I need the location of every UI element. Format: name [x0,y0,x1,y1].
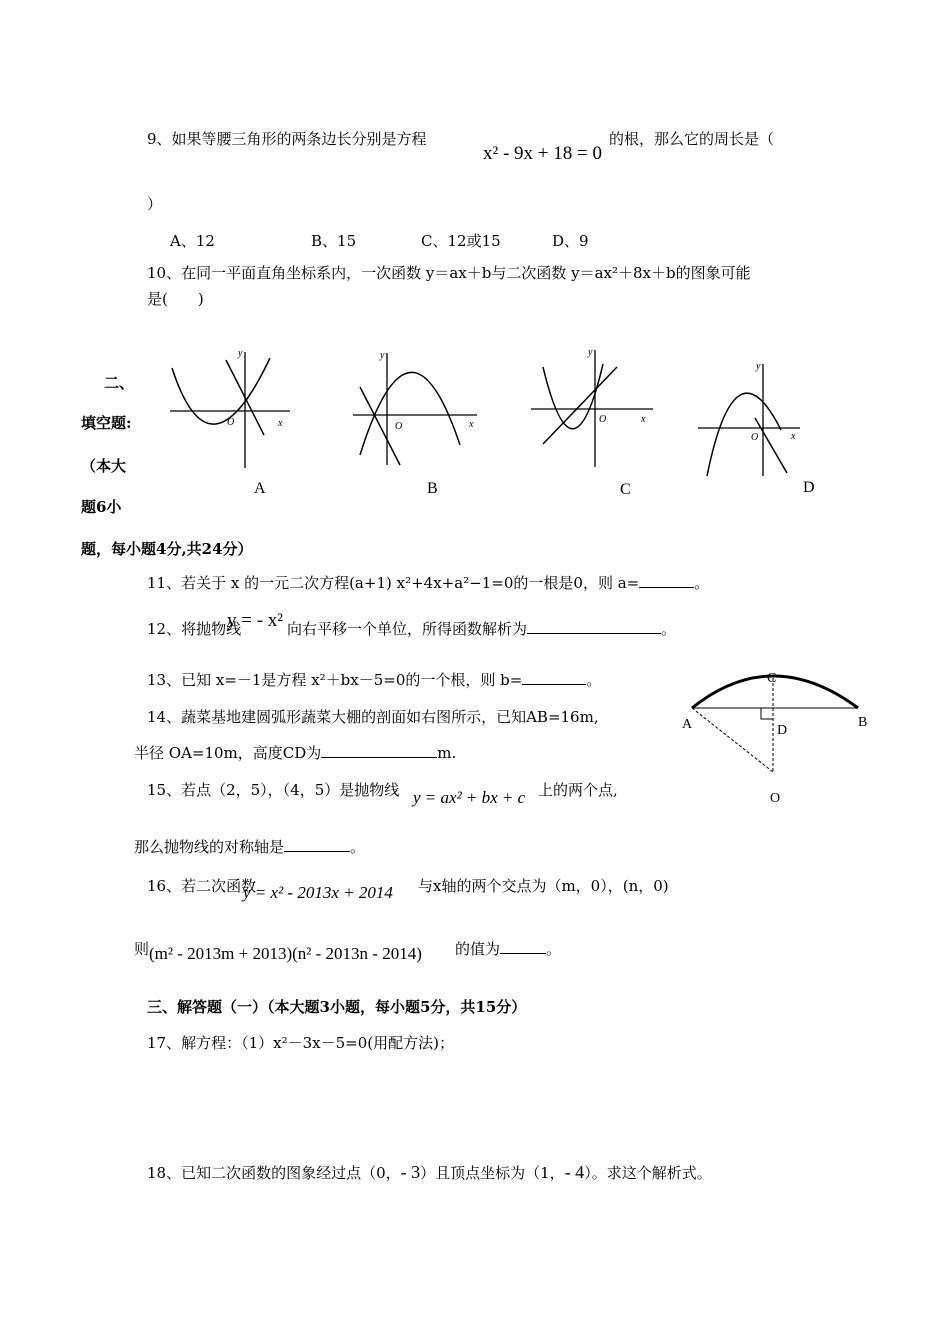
section3-title: 三、解答题（一）（本大题3小题，每小题5分，共15分） [147,998,527,1016]
arc-figure [672,660,882,810]
q9-option-a: A、12 [170,232,215,250]
arc-label-b: B [858,715,868,730]
q12-equation: y = - x² [227,610,283,631]
q16-text: 16、若二次函数 [147,877,257,895]
graph-d-x-label: x [791,431,796,442]
q15-line2-text: 那么抛物线的对称轴是 [134,838,285,856]
q16-line2-pre: 则 [134,940,150,958]
graph-d-origin: O [751,432,759,443]
q16-line2-after: 的值为 [455,940,501,958]
q16-equation: y = x² - 2013x + 2014 [243,883,393,902]
graph-b-label: B [427,480,438,497]
graph-a [160,340,300,500]
q9-text-after: 的根，那么它的周长是（ [609,130,775,148]
q16-line2-rest [455,938,561,959]
graph-a-y-label: y [238,348,243,359]
q16-text-after: 与x轴的两个交点为（m，0），(n，0) [418,877,669,895]
q12-end: 。 [661,620,677,638]
q18-text-after: ）。求这个解析式。 [584,1164,712,1182]
q18-text-pre: 18、已知二次函数的图象经过点（0， [147,1164,401,1182]
graph-b [345,345,485,505]
q16-end: 。 [546,940,562,958]
q14-end: m. [437,744,457,762]
section2-title-1: 二、 [104,374,135,392]
q15-line2 [134,836,365,857]
q18-vertex-y: - 4 [564,1162,585,1182]
arc-label-a: A [682,717,693,732]
arc-label-o: O [770,791,781,806]
q11-text: 11、若关于 x 的一元二次方程(a+1) x²+4x+a²−1=0的一根是0，则 a= [147,574,640,592]
graph-d-label: D [803,479,815,496]
q9-option-d: D、9 [552,232,589,250]
q9-equation: x² - 9x + 18 = 0 [483,143,602,164]
graph-b-y-label: y [380,350,385,361]
graph-c-label: C [620,481,631,498]
q13-blank[interactable] [522,670,586,685]
q14-text: 半径 OA=10m，高度CD为 [134,744,322,762]
q12-blank[interactable] [527,619,661,634]
graph-d-y-label: y [756,361,761,372]
graph-b-x-label: x [469,419,474,430]
q15-end: 。 [350,838,366,856]
q16-expression: (m² - 2013m + 2013)(n² - 2013n - 2014) [149,944,422,963]
q12-text: 12、将抛物线 [147,620,242,638]
section2-title-5: 题，每小题4分,共24分） [81,540,253,558]
q13-line [147,669,601,690]
q9-option-b: B、15 [311,232,357,250]
q10-line2: 是( ) [147,290,204,308]
q16-blank[interactable] [500,939,546,954]
graph-d [695,358,825,508]
q15-text-after: 上的两个点, [538,781,618,799]
q18-line [147,1162,712,1183]
q13-text: 13、已知 x=－1是方程 x²＋bx－5=0的一个根，则 b= [147,671,523,689]
q18-point-y: - 3 [400,1162,421,1182]
q12-text-after: 向右平移一个单位，所得函数解析为 [287,620,528,638]
q9-option-c: C、12或15 [421,232,501,250]
q14-line1: 14、蔬菜基地建圆弧形蔬菜大棚的剖面如右图所示，已知AB=16m, [147,708,599,726]
q9-text: 9、如果等腰三角形的两条边长分别是方程 [147,130,427,148]
graph-c-y-label: y [588,347,593,358]
q12-line-rest [287,618,676,639]
section2-title-4: 题6小 [81,498,122,516]
graph-a-origin: O [227,417,235,428]
q14-blank[interactable] [321,743,437,758]
arc-label-d: D [777,723,788,738]
q17-text: 17、解方程：（1）x²－3x－5=0(用配方法)； [147,1034,454,1052]
arc-label-c: C [767,671,777,686]
q11-line [147,572,709,593]
q11-end: 。 [694,574,710,592]
q9-close-paren: ） [147,195,163,213]
graph-b-origin: O [395,421,403,432]
q13-end: 。 [586,671,602,689]
graph-a-label: A [254,480,266,497]
q18-text-mid: ）且顶点坐标为（1， [420,1164,565,1182]
q14-line2 [134,742,456,763]
section2-title-2: 填空题: [81,414,132,432]
q15-blank[interactable] [284,837,350,852]
graph-a-x-label: x [278,418,283,429]
q10-line1: 10、在同一平面直角坐标系内，一次函数 y＝ax＋b与二次函数 y＝ax²＋8x＋b的图象可能 [147,264,751,282]
section2-title-3: （本大 [81,457,127,475]
q11-blank[interactable] [639,573,694,588]
graph-c-origin: O [599,414,607,425]
q15-equation: y = ax² + bx + c [413,788,526,807]
q15-text: 15、若点（2，5），（4，5）是抛物线 [147,781,400,799]
graph-c [525,342,665,502]
graph-c-x-label: x [641,414,646,425]
